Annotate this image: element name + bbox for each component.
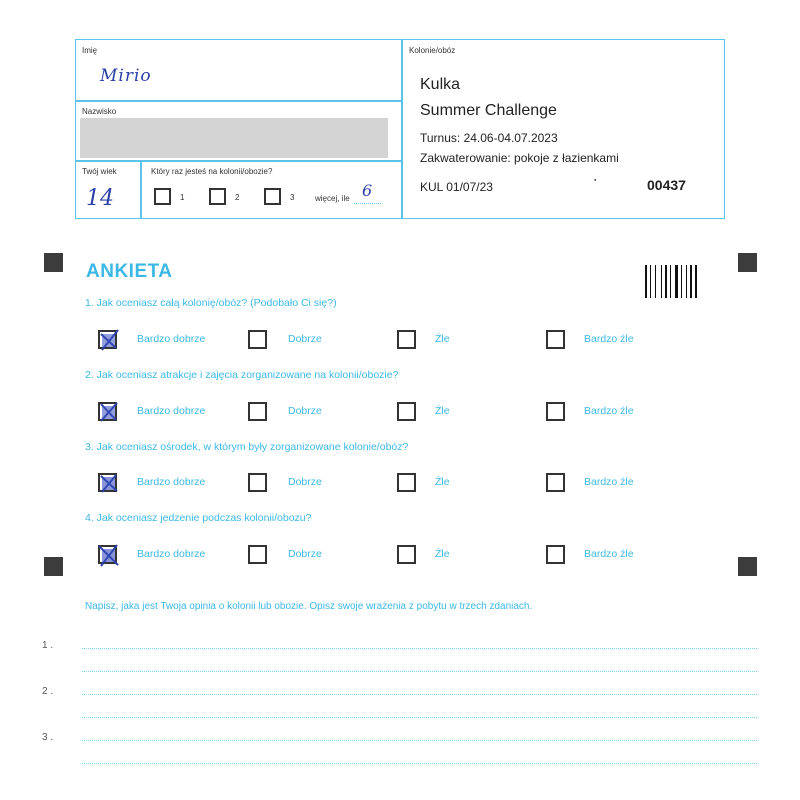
writing-line[interactable] — [82, 717, 757, 718]
name-label: Imię — [82, 46, 98, 55]
which-time-option-3: 3 — [290, 193, 295, 202]
answer-checkbox[interactable] — [248, 545, 267, 564]
writing-line[interactable] — [82, 648, 757, 649]
answer-checkbox-checked[interactable] — [98, 545, 117, 564]
answer-label: Dobrze — [288, 548, 322, 560]
alignment-marker — [738, 253, 757, 272]
answer-label: Bardzo dobrze — [137, 476, 206, 488]
header-divider — [401, 40, 403, 218]
question-text: 2. Jak oceniasz atrakcje i zajęcia zorganizowane na kolonii/obozie? — [85, 369, 399, 381]
answer-checkbox[interactable] — [546, 545, 565, 564]
which-time-checkbox-3[interactable] — [264, 188, 281, 205]
writing-line[interactable] — [82, 694, 757, 695]
surname-label: Nazwisko — [82, 107, 117, 116]
barcode-bar — [686, 265, 687, 298]
answer-label: Dobrze — [288, 476, 322, 488]
name-value[interactable]: Mirio — [100, 66, 152, 86]
answer-checkbox[interactable] — [546, 473, 565, 492]
barcode-bar — [650, 265, 651, 298]
more-value[interactable]: 6 — [362, 181, 373, 200]
barcode-bar — [675, 265, 678, 298]
answer-label: Bardzo źle — [584, 405, 634, 417]
separator-dot: ● — [594, 177, 597, 182]
answer-checkbox-checked[interactable] — [98, 402, 117, 421]
which-time-checkbox-1[interactable] — [154, 188, 171, 205]
line-number: 3 . — [42, 732, 54, 743]
answer-checkbox-checked[interactable] — [98, 330, 117, 349]
age-label: Twój wiek — [82, 167, 117, 176]
answer-label: Bardzo dobrze — [137, 333, 206, 345]
form-number: 00437 — [647, 177, 686, 193]
alignment-marker — [738, 557, 757, 576]
answer-label: Bardzo źle — [584, 333, 634, 345]
camp-program: Summer Challenge — [420, 102, 557, 119]
answer-label: Bardzo źle — [584, 548, 634, 560]
turnus: Turnus: 24.06-04.07.2023 — [420, 131, 558, 145]
which-time-label: Który raz jesteś na kolonii/obozie? — [151, 167, 273, 176]
question-text: 4. Jak oceniasz jedzenie podczas kolonii/obozu? — [85, 512, 312, 524]
barcode-bar — [661, 265, 662, 298]
camp-code: KUL 01/07/23 — [420, 180, 493, 194]
age-value[interactable]: 14 — [86, 186, 114, 211]
barcode-bar — [665, 265, 667, 298]
alignment-marker — [44, 557, 63, 576]
answer-label: Źle — [435, 476, 450, 488]
redacted-surname — [80, 118, 388, 158]
answer-label: Dobrze — [288, 405, 322, 417]
answer-label: Dobrze — [288, 333, 322, 345]
line-number: 1 . — [42, 640, 54, 651]
answer-checkbox[interactable] — [248, 330, 267, 349]
answer-checkbox[interactable] — [546, 402, 565, 421]
camp-label: Kolonie/obóz — [409, 46, 456, 55]
answer-checkbox[interactable] — [248, 473, 267, 492]
barcode-bar — [645, 265, 647, 298]
alignment-marker — [44, 253, 63, 272]
answer-checkbox[interactable] — [397, 402, 416, 421]
barcode-bar — [695, 265, 697, 298]
accommodation: Zakwaterowanie: pokoje z łazienkami — [420, 151, 619, 165]
answer-checkbox[interactable] — [397, 330, 416, 349]
answer-label: Bardzo dobrze — [137, 548, 206, 560]
answer-checkbox[interactable] — [397, 545, 416, 564]
header-divider — [140, 160, 142, 218]
header-divider — [76, 160, 401, 162]
line-number: 2 . — [42, 686, 54, 697]
more-line — [354, 203, 381, 204]
answer-label: Źle — [435, 333, 450, 345]
answer-label: Bardzo źle — [584, 476, 634, 488]
which-time-checkbox-2[interactable] — [209, 188, 226, 205]
writing-line[interactable] — [82, 740, 757, 741]
which-time-option-1: 1 — [180, 193, 185, 202]
camp-name: Kulka — [420, 76, 461, 93]
barcode-bar — [681, 265, 682, 298]
answer-checkbox[interactable] — [546, 330, 565, 349]
which-time-option-2: 2 — [235, 193, 240, 202]
answer-label: Źle — [435, 548, 450, 560]
answer-checkbox[interactable] — [248, 402, 267, 421]
barcode-bar — [670, 265, 671, 298]
header-form — [75, 39, 725, 219]
barcode-bar — [690, 265, 692, 298]
question-text: 1. Jak oceniasz całą kolonię/obóz? (Podobało Ci się?) — [85, 297, 337, 309]
answer-label: Bardzo dobrze — [137, 405, 206, 417]
barcode — [645, 265, 701, 300]
header-divider — [76, 100, 401, 102]
question-text: 3. Jak oceniasz ośrodek, w którym były zorganizowane kolonie/obóz? — [85, 441, 409, 453]
answer-checkbox[interactable] — [397, 473, 416, 492]
answer-checkbox-checked[interactable] — [98, 473, 117, 492]
writing-line[interactable] — [82, 763, 757, 764]
more-label: więcej, ile — [315, 194, 350, 203]
answer-label: Źle — [435, 405, 450, 417]
survey-title: ANKIETA — [86, 261, 173, 282]
writing-line[interactable] — [82, 671, 757, 672]
opinion-prompt: Napisz, jaka jest Twoja opinia o kolonii lub obozie. Opisz swoje wrażenia z pobytu w trzech zdaniach. — [85, 601, 533, 612]
barcode-bar — [655, 265, 656, 298]
